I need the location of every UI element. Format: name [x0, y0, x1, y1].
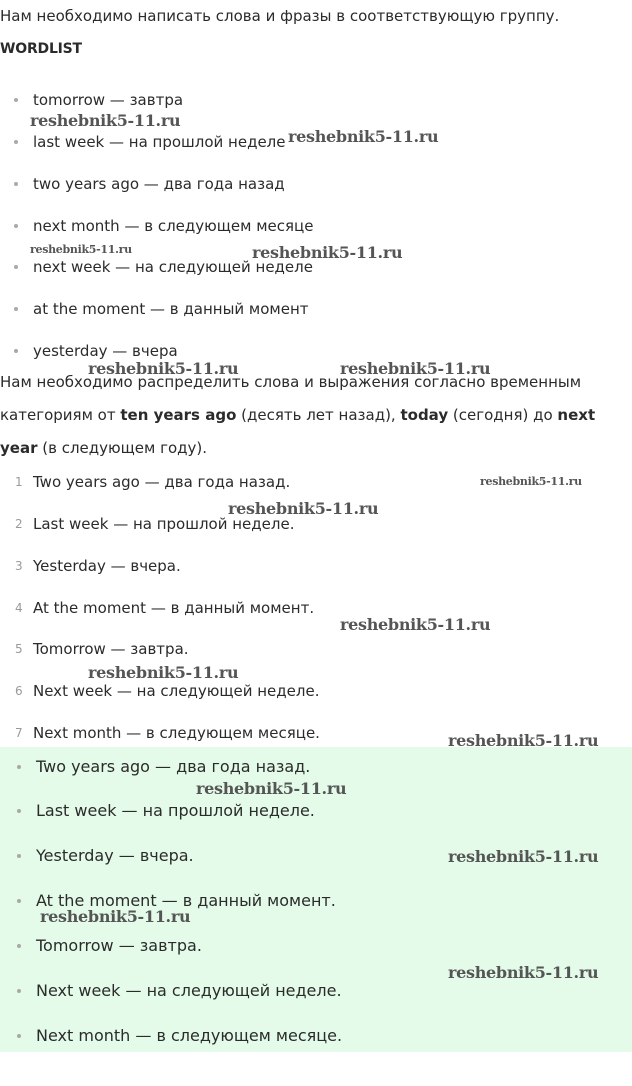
ordered-item-text: At the moment — в данный момент. — [33, 599, 315, 617]
watermark: reshebnik5-11.ru — [288, 127, 439, 146]
watermark: reshebnik5-11.ru — [448, 731, 599, 750]
watermark: reshebnik5-11.ru — [30, 111, 181, 130]
explanation-bold-3: next year — [0, 406, 596, 457]
wordlist-item-text: yesterday — вчера — [33, 342, 178, 360]
ordered-item-number: 1 — [15, 475, 23, 489]
watermark: reshebnik5-11.ru — [228, 499, 379, 518]
watermark: reshebnik5-11.ru — [340, 615, 491, 634]
ordered-item-number: 3 — [15, 559, 23, 573]
answer-item-text: Two years ago — два года назад. — [36, 757, 311, 776]
wordlist-heading: WORDLIST — [0, 41, 82, 57]
wordlist-item-text: next month — в следующем месяце — [33, 217, 314, 235]
ordered-item-text: Next month — в следующем месяце. — [33, 724, 320, 742]
ordered-item-number: 4 — [15, 601, 23, 615]
explanation-text-3: (сегодня) до — [448, 406, 558, 424]
ordered-item-text: Next week — на следующей неделе. — [33, 682, 320, 700]
watermark: reshebnik5-11.ru — [480, 475, 582, 488]
answer-item-text: At the moment — в данный момент. — [36, 891, 336, 910]
answer-item-text: Next week — на следующей неделе. — [36, 981, 342, 1000]
explanation-bold-2: today — [400, 406, 449, 424]
answer-item-text: Last week — на прошлой неделе. — [36, 801, 315, 820]
wordlist-item-text: at the moment — в данный момент — [33, 300, 309, 318]
ordered-item-number: 6 — [15, 684, 23, 698]
wordlist-item-text: tomorrow — завтра — [33, 91, 184, 109]
ordered-item-text: Two years ago — два года назад. — [33, 473, 291, 491]
wordlist-item-text: last week — на прошлой неделе — [33, 133, 286, 151]
ordered-item-text: Yesterday — вчера. — [33, 557, 181, 575]
explanation-text-2: (десять лет назад), — [236, 406, 401, 424]
watermark: reshebnik5-11.ru — [88, 359, 239, 378]
ordered-item-number: 5 — [15, 642, 23, 656]
watermark: reshebnik5-11.ru — [340, 359, 491, 378]
watermark: reshebnik5-11.ru — [40, 907, 191, 926]
watermark: reshebnik5-11.ru — [88, 663, 239, 682]
explanation-paragraph — [0, 366, 630, 465]
watermark: reshebnik5-11.ru — [30, 243, 132, 256]
ordered-item-number: 7 — [15, 726, 23, 740]
watermark: reshebnik5-11.ru — [448, 847, 599, 866]
intro-text: Нам необходимо написать слова и фразы в соответствующую группу. — [0, 7, 560, 25]
watermark: reshebnik5-11.ru — [252, 243, 403, 262]
answer-item-text: Tomorrow — завтра. — [36, 936, 202, 955]
explanation-text-1: Нам необходимо распределить слова и выражения согласно временным категориям от — [0, 373, 582, 424]
ordered-item-text: Tomorrow — завтра. — [33, 640, 189, 658]
watermark: reshebnik5-11.ru — [196, 779, 347, 798]
ordered-item-text: Last week — на прошлой неделе. — [33, 515, 295, 533]
explanation-text-4: (в следующем году). — [37, 439, 208, 457]
explanation-bold-1: ten years ago — [120, 406, 237, 424]
answer-item-text: Yesterday — вчера. — [36, 846, 194, 865]
watermark: reshebnik5-11.ru — [448, 963, 599, 982]
ordered-item-number: 2 — [15, 517, 23, 531]
wordlist-item-text: two years ago — два года назад — [33, 175, 285, 193]
answer-item-text: Next month — в следующем месяце. — [36, 1026, 343, 1045]
wordlist-item-text: next week — на следующей неделе — [33, 258, 313, 276]
